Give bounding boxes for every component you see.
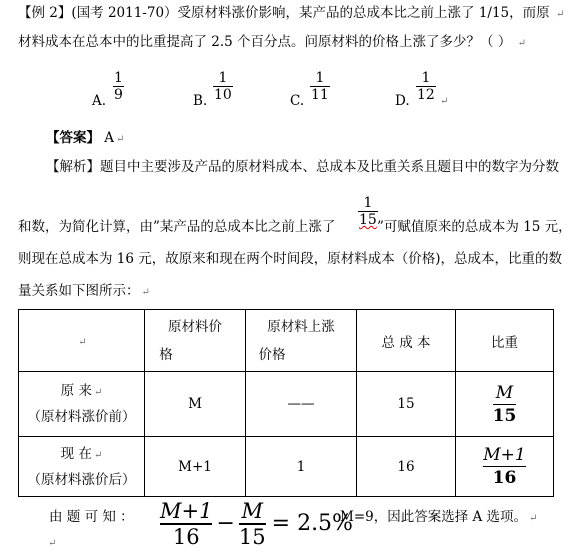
answer-line: 【答案】 A ↵: [46, 130, 125, 146]
analysis-line-4: 量关系如下图所示：: [18, 283, 140, 299]
analysis-line-2: 和数，为简化计算，由”某产品的总成本比之前上涨了: [18, 219, 336, 235]
paragraph-mark-icon: ↵: [440, 96, 449, 107]
analysis-line-3: 则现在总成本为 16 元，故原来和现在两个时间段，原材料成本（价格)，总成本，比重的数: [18, 251, 563, 267]
conclusion-equation: M+1 16 − M 15 = 2.5%: [160, 499, 353, 549]
header-total-cost: 总 成 本: [357, 310, 456, 372]
header-empty-cell: ↵: [19, 310, 145, 372]
question-line-2: 材料成本在总本中的比重提高了 2.5 个百分点。问原材料的价格上涨了多少？（ ）: [18, 34, 512, 50]
row-before-price: M: [145, 372, 246, 437]
paragraph-mark-icon: ↵: [555, 9, 565, 20]
row-before-label: 原 来 ↵ （原材料涨价前）: [19, 372, 145, 437]
paragraph-mark-icon: ↵: [517, 38, 527, 49]
analysis-line-2-tail: ”可赋值原来的总成本为 15 元，: [377, 219, 572, 235]
option-a-fraction: 1 9: [114, 70, 123, 103]
row-after-rise: 1: [246, 437, 357, 497]
question-line-1: 【例 2】(国考 2011-70）受原材料涨价影响，某产品的总成本比之前上涨了 1/15，而原: [18, 5, 550, 21]
row-after-label: 现 在 ↵ （原材料涨价后）: [19, 437, 145, 497]
analysis-line-1: 【解析】题目中主要涉及产品的原材料成本、总成本及比重关系且题目中的数字为分数: [46, 159, 559, 175]
row-after-ratio: $\frac{M+1}{16}$: [456, 437, 554, 497]
header-raw-material-rise: 原材料上涨 价格: [246, 310, 357, 372]
analysis-fraction: 1 15: [359, 195, 377, 228]
row-after-total: 16: [357, 437, 456, 497]
option-b-fraction: 1 10: [214, 70, 232, 103]
conclusion-prefix: 由 题 可 知 ：: [49, 509, 134, 525]
row-before-rise: ——: [246, 372, 357, 437]
comparison-table: [18, 309, 554, 497]
row-before-ratio: $\frac{M}{15}$: [456, 372, 554, 437]
conclusion-suffix: M=9，因此答案选择 A 选项。: [340, 509, 528, 525]
row-after-price: M+1: [145, 437, 246, 497]
table-row: [19, 372, 554, 437]
option-d-fraction: 1 12: [417, 70, 435, 103]
table-row: [19, 437, 554, 497]
table-header-row: [19, 310, 554, 372]
header-raw-material-price: 原材料价 格: [145, 310, 246, 372]
option-c-fraction: 1 11: [311, 70, 329, 103]
row-before-total: 15: [357, 372, 456, 437]
paragraph-mark-icon: ↵: [48, 538, 57, 549]
header-ratio: 比重: [456, 310, 554, 372]
